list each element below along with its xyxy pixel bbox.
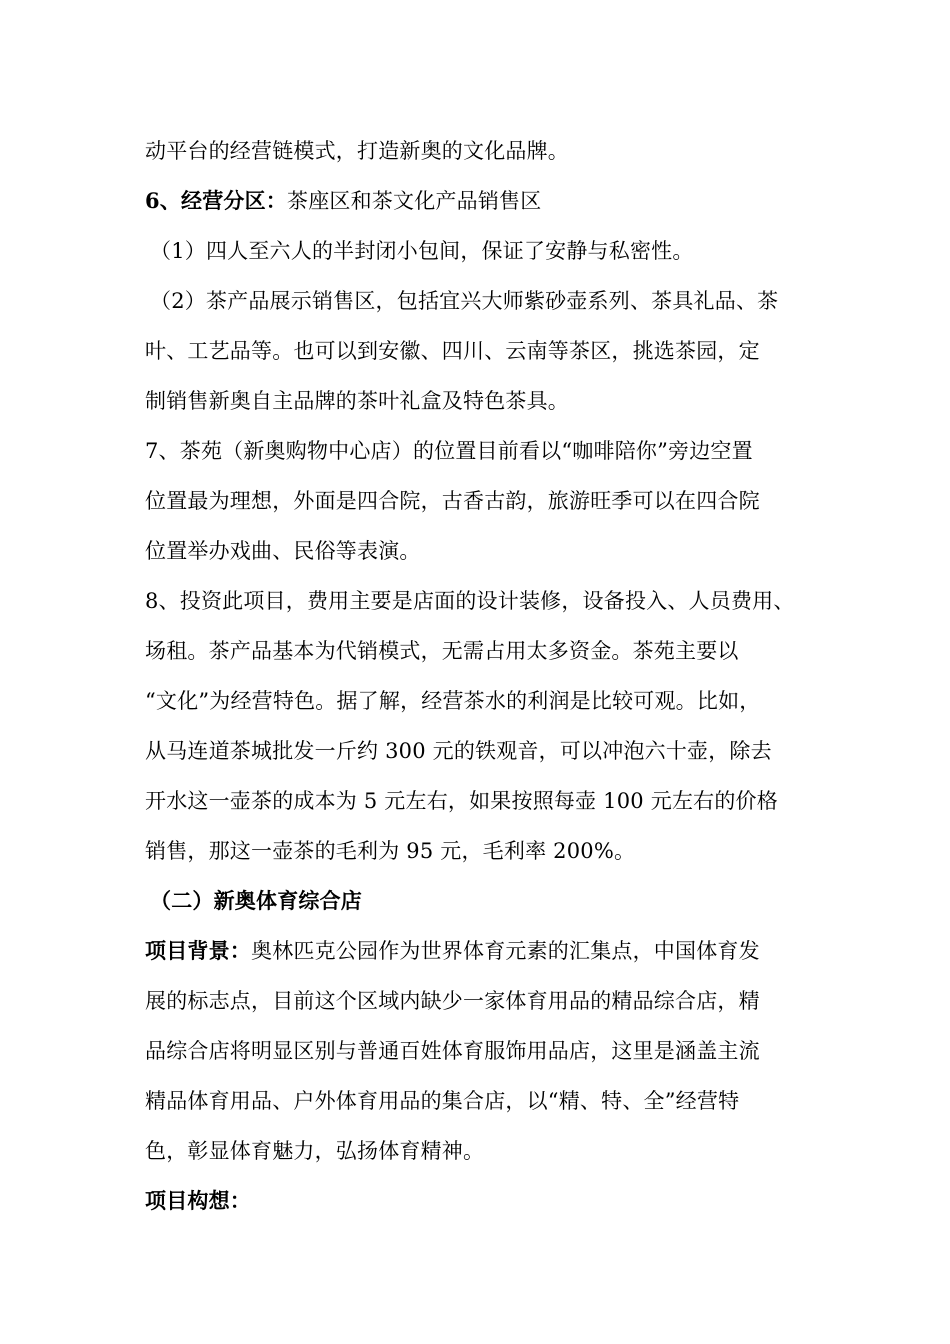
paragraph-line: 展的标志点，目前这个区域内缺少一家体育用品的精品综合店，精 [145,989,760,1013]
paragraph-line: 销售，那这一壶茶的毛利为 95 元，毛利率 200%。 [145,839,636,863]
paragraph-line: 场租。茶产品基本为代销模式，无需占用太多资金。茶苑主要以 [145,639,739,663]
paragraph-line: 从马连道茶城批发一斤约 300 元的铁观音，可以冲泡六十壶，除去 [145,739,772,763]
paragraph-line: 动平台的经营链模式，打造新奥的文化品牌。 [145,139,569,163]
paragraph-line: “文化”为经营特色。据了解，经营茶水的利润是比较可观。比如， [145,689,761,713]
section-6-heading: 6、经营分区：茶座区和茶文化产品销售区 [145,188,542,213]
item-8-line: 8、投资此项目，费用主要是店面的设计装修，设备投入、人员费用、 [145,589,795,613]
paragraph-line: 位置举办戏曲、民俗等表演。 [145,539,421,563]
item-7-line: 7、茶苑（新奥购物中心店）的位置目前看以“咖啡陪你”旁边空置 [145,439,753,463]
paragraph-line: 开水这一壶茶的成本为 5 元左右，如果按照每壶 100 元左右的价格 [145,789,778,813]
project-background-line: 项目背景：奥林匹克公园作为世界体育元素的汇集点，中国体育发 [145,938,760,963]
section-6-label: 6、经营分区： [145,188,288,213]
paragraph-line: 制销售新奥自主品牌的茶叶礼盒及特色茶具。 [145,389,569,413]
section-2-heading: （二）新奥体育综合店 [150,888,362,913]
paragraph-line: 色，彰显体育魅力，弘扬体育精神。 [145,1139,485,1163]
paragraph-line: 叶、工艺品等。也可以到安徽、四川、云南等茶区，挑选茶园，定 [145,339,760,363]
list-item-2: （2）茶产品展示销售区，包括宜兴大师紫砂壶系列、茶具礼品、茶 [150,289,779,313]
list-item-1: （1）四人至六人的半封闭小包间，保证了安静与私密性。 [150,239,694,263]
project-background-label: 项目背景： [145,938,251,963]
project-concept-heading: 项目构想： [145,1188,251,1213]
paragraph-line: 精品体育用品、户外体育用品的集合店，以“精、特、全”经营特 [145,1089,740,1113]
paragraph-line: 品综合店将明显区别与普通百姓体育服饰用品店，这里是涵盖主流 [145,1039,760,1063]
paragraph-line: 位置最为理想，外面是四合院，古香古韵，旅游旺季可以在四合院 [145,489,760,513]
